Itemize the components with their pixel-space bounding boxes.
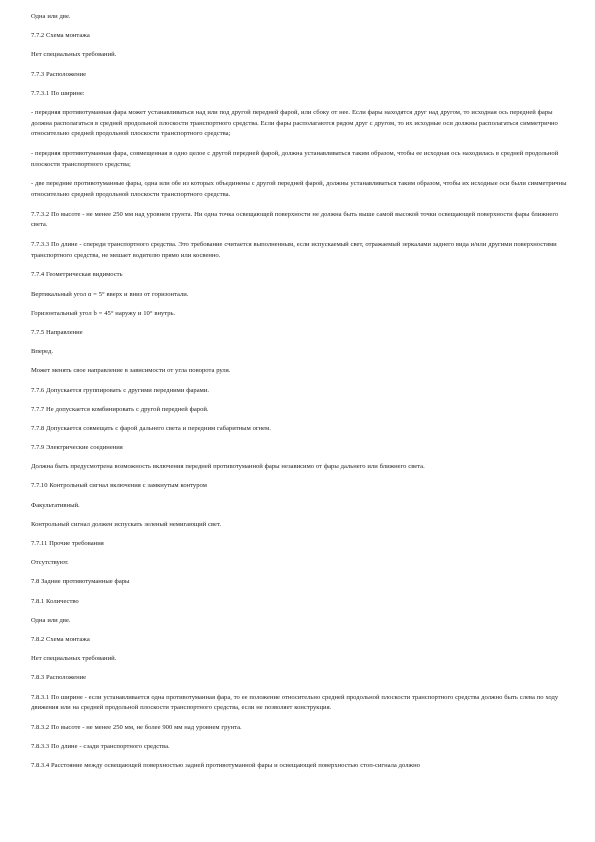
paragraph: Вертикальный угол α = 5° вверх и вниз от горизонтали. — [31, 290, 189, 298]
paragraph: Нет специальных требований. — [31, 655, 117, 663]
section-heading: 7.7.4 Геометрическая видимость — [31, 271, 123, 279]
paragraph: Факультативный. — [31, 501, 80, 509]
paragraph: 7.7.3.1 По ширине: — [31, 89, 85, 97]
paragraph: Горизонтальный угол b = 45° наружу и 10° внутрь. — [31, 309, 176, 317]
section-heading: 7.8 Задние противотуманные фары — [31, 578, 130, 586]
paragraph: 7.8.3.3 По длине - сзади транспортного средства. — [31, 743, 170, 751]
paragraph: - передняя противотуманная фара может устанавливаться над или под другой передней фарой, или сбоку от нее. Если фары находятся друг над другом, то исходная ось передней фары должна располагаться в средней продольной плоскости транспортного средства. Если фары располагаются рядом друг с другом, то их исходные оси должны располагаться симметрично относительно средней продольной плоскости транспортного средства; — [31, 108, 558, 138]
paragraph: 7.7.6 Допускается группировать с другими передними фарами. — [31, 386, 209, 394]
paragraph: - передняя противотуманная фара, совмещенная в одно целое с другой передней фарой, должна устанавливаться таким образом, чтобы ее исходная ось находилась в средней продольной плоскости транспортного средства; — [31, 149, 559, 168]
paragraph: Одна или две. — [31, 616, 71, 624]
paragraph: 7.8.3.2 По высоте - не менее 250 мм, не более 900 мм над уровнем грунта. — [31, 723, 242, 731]
paragraph: 7.8.3.1 По ширине - если устанавливается одна противотуманная фара, то ее положение относительно средней продольной плоскости транспортного средства должно быть слева по ходу движения или на средней продольной плоскости транспортного средства, если не позволяет конструкция. — [31, 693, 559, 712]
section-heading: 7.8.3 Расположение — [31, 674, 87, 682]
section-heading: 7.8.1 Количество — [31, 597, 79, 605]
paragraph: 7.7.3.2 По высоте - не менее 250 мм над уровнем грунта. Ни одна точка освещающей поверхности не должна быть выше самой высокой точки освещающей поверхности фары ближнего света. — [31, 210, 559, 229]
paragraph: Одна или две. — [31, 13, 71, 20]
paragraph: Должна быть предусмотрена возможность включения передней противотуманной фары независимо от фары дальнего или ближнего света. — [31, 463, 425, 471]
paragraph: Может менять свое направление в зависимости от угла поворота руля. — [31, 367, 231, 375]
section-heading: 7.7.11 Прочие требования — [31, 540, 104, 548]
paragraph: - две передние противотуманные фары, одна или обе из которых объединены с другой передней фарой, должны устанавливаться таким образом, чтобы их исходные оси были симметричны относительно средней продольной плоскости транспортного средства. — [31, 180, 567, 198]
paragraph: 7.7.7 Не допускается комбинировать с другой передней фарой. — [31, 405, 209, 413]
section-heading: 7.8.2 Схема монтажа — [31, 635, 90, 643]
section-heading: 7.7.5 Направление — [31, 328, 83, 336]
document-body — [31, 12, 571, 780]
section-heading: 7.7.3 Расположение — [31, 70, 87, 78]
section-heading: 7.7.2 Схема монтажа — [31, 32, 90, 40]
paragraph: Нет специальных требований. — [31, 51, 117, 59]
section-heading: 7.7.10 Контрольный сигнал включения с замкнутым контуром — [31, 482, 207, 490]
paragraph: Вперед. — [31, 348, 53, 356]
paragraph: 7.7.8 Допускается совмещать с фарой дальнего света и передним габаритным огнем. — [31, 424, 271, 432]
paragraph: 7.7.3.3 По длине - спереди транспортного средства. Это требование считается выполненным, если испускаемый свет, отражаемый зеркалами заднего вида и/или другими поверхностями транспортного средства, не мешает водителю прямо или косвенно. — [31, 241, 557, 259]
paragraph: Отсутствуют. — [31, 559, 69, 567]
paragraph: 7.8.3.4 Расстояние между освещающей поверхностью задней противотуманной фары и освещающей поверхностью стоп-сигнала должно — [31, 762, 420, 770]
paragraph: Контрольный сигнал должен испускать зеленый немигающий свет. — [31, 520, 221, 528]
section-heading: 7.7.9 Электрические соединения — [31, 444, 123, 452]
